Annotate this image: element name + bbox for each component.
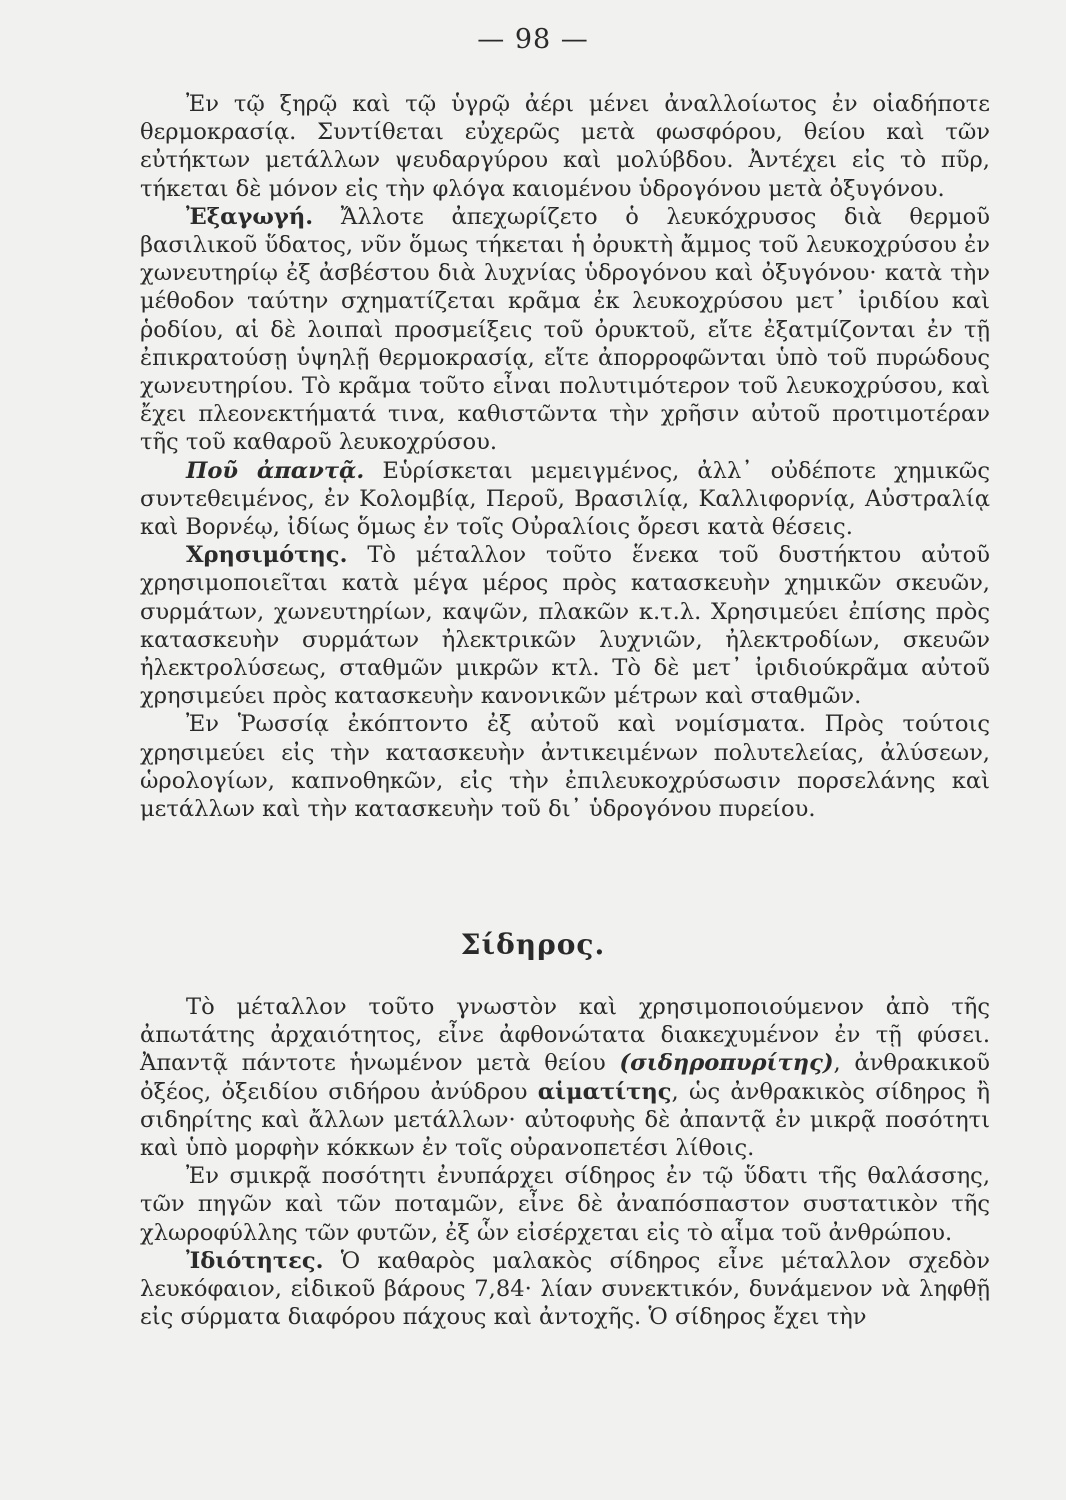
hematite-term: αἱματίτης — [537, 1078, 672, 1105]
uses-text: Τὸ μέταλλον τοῦτο ἕνεκα τοῦ δυστήκτου αὐτοῦ χρησιμοποιεῖται κατὰ μέγα μέρος πρὸς κατασκευὴν χημικῶν σκευῶν, συρμάτων, χωνευτηρίων, καψῶν, πλακῶν κ.τ.λ. Χρησιμεύει ἐπίσης πρὸς κατασκευὴν συρμάτων ἠλεκτρικῶν λυχνιῶν, ἠλεκτροδίων, σκευῶν ἠλεκτρολύσεως, σταθμῶν μικρῶν κτλ. Τὸ δὲ μετ᾽ ἰριδιούκρᾶμα αὐτοῦ χρησιμεύει πρὸς κατασκευὴν κανονικῶν μέτρων καὶ σταθμῶν. — [140, 542, 990, 710]
paragraph-iron-water: Ἐν σμικρᾷ ποσότητι ἐνυπάρχει σίδηρος ἐν τῷ ὕδατι τῆς θαλάσσης, τῶν πηγῶν καὶ τῶν ποταμῶν, εἶνε δὲ ἀναπόσπαστον συστατικὸν τῆς χλωροφύλλης τῶν φυτῶν, ἐξ ὧν εἰσέρχεται εἰς τὸ αἷμα τοῦ ἀνθρώπου. — [140, 1163, 990, 1246]
pyrite-term: (σιδηροπυρίτης) — [619, 1050, 834, 1077]
properties-label: Ἰδιότητες. — [186, 1247, 324, 1274]
paragraph-extraction — [140, 203, 990, 457]
iron-section — [140, 993, 990, 1331]
paragraph-russia: Ἐν Ῥωσσίᾳ ἐκόπτοντο ἐξ αὐτοῦ καὶ νομίσματα. Πρὸς τούτοις χρησιμεύει εἰς τὴν κατασκευὴν ἀντικειμένων πολυτελείας, ἀλύσεων, ὡρολογίων, καπνοθηκῶν, εἰς τὴν ἐπιλευκοχρύσωσιν πορσελάνης καὶ μετάλλων καὶ τὴν κατασκευὴν τοῦ δι᾽ ὑδρογόνου πυρείου. — [140, 711, 990, 823]
section-heading-iron: Σίδηρος. — [460, 928, 606, 961]
paragraph-uses — [140, 541, 990, 710]
platinum-section — [140, 90, 990, 823]
properties-text: Ὁ καθαρὸς μαλακὸς σίδηρος εἶνε μέταλλον σχεδὸν λευκόφαιον, εἰδικοῦ βάρους 7,84· λίαν συνεκτικόν, δυνάμενον νὰ ληφθῇ εἰς σύρματα διαφόρου πάχους καὶ ἀντοχῆς. Ὁ σίδηρος ἔχει τὴν — [140, 1247, 990, 1331]
iron-intro-text-a: Τὸ μέταλλον τοῦτο γνωστὸν καὶ χρησιμοποιούμενον ἀπὸ τῆς ἀπωτάτης ἀρχαιότητος, εἶνε ἀφθονώτατα διακεχυμένον ἐν τῇ φύσει. Ἀπαντᾷ πάντοτε ἡνωμένον μετὰ θείου — [140, 994, 990, 1077]
uses-label: Χρησιμότης. — [186, 542, 348, 569]
iron-intro-text-e: , ὡς ἀνθρακικὸς σίδηρος ἢ σιδηρίτης καὶ ἄλλων μετάλλων· αὐτοφυὴς δὲ ἀπαντᾷ ἐν μικρᾷ ποσότητι καὶ ὑπὸ μορφὴν κόκκων ἐν τοῖς οὐρανοπετέσι λίθοις. — [140, 1078, 990, 1162]
occurrence-text: Εὑρίσκεται μεμειγμένος, ἀλλ᾽ οὐδέποτε χημικῶς συντεθειμένος, ἐν Κολομβίᾳ, Περοῦ, Βρασιλίᾳ, Καλλιφορνίᾳ, Αὐστραλίᾳ καὶ Βορνέῳ, ἰδίως ὅμως ἐν τοῖς Οὐραλίοις ὄρεσι κατὰ θέσεις. — [140, 457, 991, 541]
iron-intro-text-c: , ἀνθρακικοῦ ὀξέος, ὀξειδίου σιδήρου ἀνύδρου — [140, 1050, 991, 1105]
paragraph-properties: Ἐν τῷ ξηρῷ καὶ τῷ ὑγρῷ ἀέρι μένει ἀναλλοίωτος ἐν οἱαδήποτε θερμοκρασίᾳ. Συντίθεται εὐχερῶς μετὰ φωσφόρου, θείου καὶ τῶν εὐτήκτων μετάλλων ψευδαργύρου καὶ μολύβδου. Ἀντέχει εἰς τὸ πῦρ, τήκεται δὲ μόνον εἰς τὴν φλόγα καιομένου ὑδρογόνου μετὰ ὀξυγόνου. — [140, 91, 990, 202]
occurrence-label: Ποῦ ἀπαντᾷ. — [186, 457, 365, 484]
extraction-text: Ἄλλοτε ἀπεχωρίζετο ὁ λευκόχρυσος διὰ θερμοῦ βασιλικοῦ ὕδατος, νῦν ὅμως τήκεται ἡ ὀρυκτὴ ἄμμος τοῦ λευκοχρύσου ἐν χωνευτηρίῳ ἐξ ἀσβέστου διὰ λυχνίας ὑδρογόνου καὶ ὀξυγόνου· κατὰ τὴν μέθοδον ταύτην σχηματίζεται κρᾶμα ἐκ λευκοχρύσου μετ᾽ ἰριδίου καὶ ῥοδίου, αἱ δὲ λοιπαὶ προσμείξεις τοῦ ὀρυκτοῦ, εἴτε ἐξατμίζονται ἐν τῇ ἐπικρατούσῃ ὑψηλῇ θερμοκρασίᾳ, εἴτε ἀπορροφῶνται ὑπὸ τοῦ πυρώδους χωνευτηρίου. Τὸ κρᾶμα τοῦτο εἶναι πολυτιμότερον τοῦ λευκοχρύσου, καὶ ἔχει πλεονεκτήματά τινα, καθιστῶντα τὴν χρῆσιν αὐτοῦ προτιμοτέραν τῆς τοῦ καθαροῦ λευκοχρύσου. — [140, 203, 990, 456]
paragraph-occurrence — [140, 457, 990, 542]
page-number: — 98 — — [477, 24, 589, 55]
paragraph-iron-intro — [140, 993, 990, 1162]
extraction-label: Ἐξαγωγή. — [186, 203, 314, 230]
paragraph-iron-properties — [140, 1247, 990, 1332]
